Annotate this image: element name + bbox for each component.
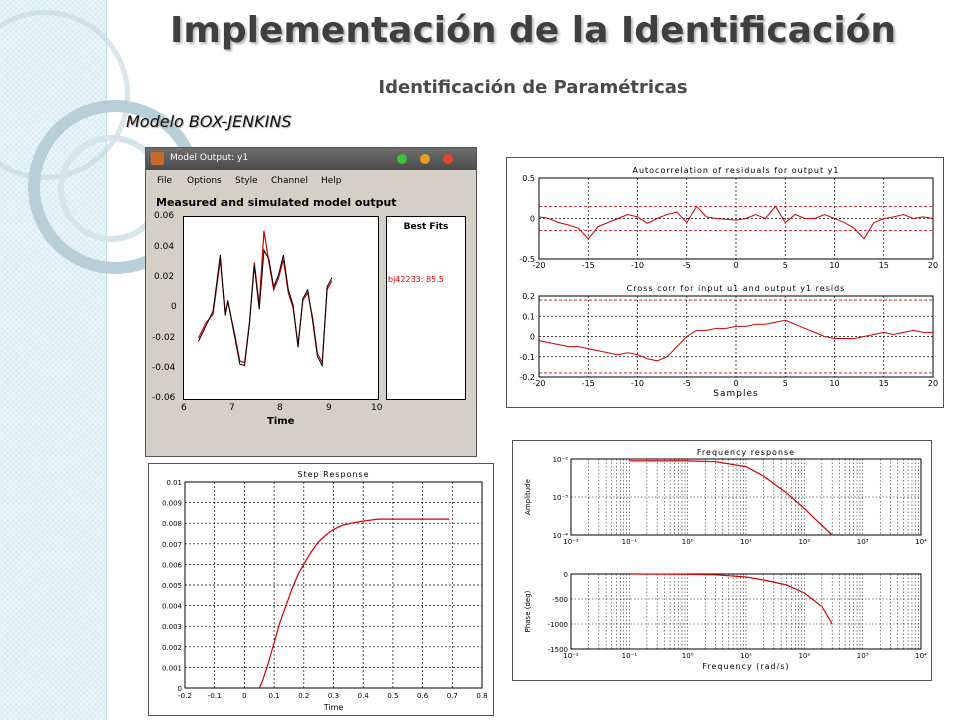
y-tick-label: 0.01 [166, 479, 182, 487]
chart-title: Frequency response [696, 448, 796, 457]
x-tick-label: 10⁴ [915, 538, 927, 546]
y-tick-label: 0.5 [522, 174, 535, 183]
x-axis-label: Frequency (rad/s) [702, 662, 790, 671]
y-tick-label: -0.2 [519, 373, 535, 382]
x-tick-label: 20 [927, 379, 939, 388]
x-tick-label: 10¹ [740, 652, 752, 660]
x-tick-label: -5 [682, 261, 691, 270]
x-tick-label: 5 [782, 261, 788, 270]
x-tick-label: 10¹ [740, 538, 752, 546]
x-tick-label: 0.4 [357, 692, 369, 700]
x-tick-label: 10⁰ [681, 652, 694, 660]
x-tick-label: 10⁻¹ [621, 538, 638, 546]
step-response-chart [149, 464, 493, 715]
menu-bar [146, 172, 476, 190]
menu-options[interactable]: Options [187, 176, 222, 186]
x-tick-label: 10⁻¹ [621, 652, 638, 660]
y-tick-label: 0.006 [161, 561, 182, 570]
y-tick-label: 0.009 [161, 499, 182, 508]
x-tick: 7 [229, 403, 235, 413]
y-tick: -0.04 [152, 363, 176, 373]
x-tick-label: 10² [798, 652, 811, 660]
menu-help[interactable]: Help [321, 176, 342, 186]
x-tick-label: 20 [927, 261, 939, 270]
x-tick-label: -0.2 [178, 692, 192, 700]
window-title: Model Output: y1 [170, 153, 249, 163]
x-tick-label: 0.5 [387, 692, 399, 700]
y-tick-label: 0 [529, 214, 535, 224]
frequency-response-panel [512, 440, 932, 681]
fit-entry[interactable]: bj42233: 85.5 [388, 275, 444, 284]
residual-analysis-chart [507, 158, 943, 407]
y-tick-label: 0 [177, 685, 182, 693]
y-tick-label: 0 [529, 332, 535, 342]
x-tick-label: 0.7 [446, 692, 458, 700]
plot-title: Measured and simulated model output [156, 196, 397, 209]
x-tick: 10 [371, 403, 383, 413]
y-tick: -0.06 [152, 393, 176, 403]
step-response-line [259, 519, 449, 688]
y-tick-label: 0.1 [522, 312, 535, 322]
x-tick-label: 10³ [856, 538, 869, 546]
simulated-output-line [199, 231, 332, 363]
chart-title: Step Response [297, 470, 370, 479]
x-tick-label: -10 [630, 379, 645, 388]
y-tick-label: 0.001 [161, 664, 182, 673]
x-tick: 6 [181, 403, 187, 413]
best-fits-panel [386, 216, 466, 400]
x-tick-label: 0 [733, 379, 739, 388]
y-tick: -0.02 [152, 333, 176, 343]
matlab-model-output-window [145, 147, 477, 457]
y-tick: 0.04 [154, 242, 175, 252]
x-tick-label: 5 [782, 379, 788, 388]
y-tick-label: 0.2 [522, 292, 535, 301]
x-tick-label: 0.8 [476, 692, 488, 700]
y-tick-label: -0.5 [519, 255, 535, 264]
y-tick-label: 0.008 [161, 520, 182, 529]
y-tick-label: 10⁻⁴ [552, 532, 568, 540]
y-tick-label: 0.007 [161, 540, 182, 549]
model-label: Modelo BOX-JENKINS [126, 112, 292, 131]
x-tick-label: 10 [829, 379, 840, 388]
residual-analysis-panel [506, 157, 944, 408]
slide-title: Implementación de la Identificación [169, 10, 897, 51]
close-button[interactable] [443, 154, 453, 164]
x-tick-label: 10² [798, 538, 811, 546]
x-axis-label: Samples [713, 389, 759, 399]
x-tick-label: -20 [532, 261, 546, 270]
y-tick: 0 [171, 302, 177, 312]
y-axis-label: Phase (deg) [524, 590, 532, 633]
y-tick-label: 0.003 [161, 623, 182, 632]
x-tick-label: -5 [682, 379, 691, 388]
window-titlebar [146, 148, 476, 170]
menu-file[interactable]: File [157, 176, 173, 186]
y-tick-label: -500 [552, 596, 568, 604]
x-axis-label: Time [323, 703, 344, 712]
menu-channel[interactable]: Channel [271, 176, 308, 186]
x-tick: 8 [277, 403, 283, 413]
y-tick-label: 10⁻² [552, 456, 568, 464]
menu-style[interactable]: Style [235, 176, 258, 186]
slide-subtitle: Identificación de Paramétricas [378, 77, 688, 98]
x-tick-label: 0.3 [327, 692, 340, 700]
y-tick-label: 0.005 [161, 582, 182, 590]
x-tick-label: 10³ [856, 652, 869, 660]
maximize-button[interactable] [420, 154, 430, 164]
y-tick-label: -0.1 [519, 352, 535, 362]
model-output-plot [184, 217, 378, 399]
x-tick-label: 15 [878, 379, 889, 388]
x-tick-label: 10 [829, 261, 840, 270]
measured-output-line [199, 250, 332, 365]
x-tick-label: 15 [878, 261, 889, 270]
matlab-icon [151, 152, 164, 165]
decorative-sidebar [0, 0, 107, 720]
y-tick-label: 10⁻³ [552, 494, 568, 502]
x-tick-label: -0.1 [207, 692, 222, 700]
x-tick-label: 10⁻² [563, 538, 579, 546]
x-tick-label: 0 [733, 261, 739, 270]
best-fits-title: Best Fits [403, 222, 449, 232]
y-tick-label: 0.004 [161, 602, 182, 611]
x-tick-label: 0 [242, 692, 247, 700]
x-tick: 9 [326, 403, 332, 413]
chart-title: Autocorrelation of residuals for output y1 [632, 166, 840, 175]
frequency-response-chart [513, 441, 931, 680]
x-tick-label: 0.6 [417, 692, 429, 700]
y-tick: 0.06 [154, 211, 175, 221]
x-tick-label: 10⁰ [681, 538, 694, 546]
x-tick-label: 10⁻² [563, 652, 579, 660]
y-tick: 0.02 [154, 272, 175, 282]
y-tick-label: -1000 [547, 621, 568, 629]
step-response-panel [148, 463, 494, 716]
minimize-button[interactable] [397, 154, 407, 164]
chart-title: Cross corr for input u1 and output y1 resids [626, 284, 846, 293]
x-tick-label: -15 [581, 261, 595, 270]
x-axis-label: Time [267, 416, 295, 427]
y-tick-label: 0.002 [161, 643, 182, 652]
y-tick-label: 0 [563, 571, 568, 579]
y-tick-label: -1500 [547, 646, 568, 654]
x-tick-label: -20 [532, 379, 546, 388]
x-tick-label: -15 [581, 379, 595, 388]
y-axis-label: Amplitude [524, 479, 532, 515]
x-tick-label: -10 [630, 261, 645, 270]
model-output-axes [183, 216, 379, 400]
x-tick-label: 10⁴ [915, 652, 927, 660]
x-tick-label: 0.2 [298, 692, 310, 700]
x-tick-label: 0.1 [268, 692, 280, 700]
